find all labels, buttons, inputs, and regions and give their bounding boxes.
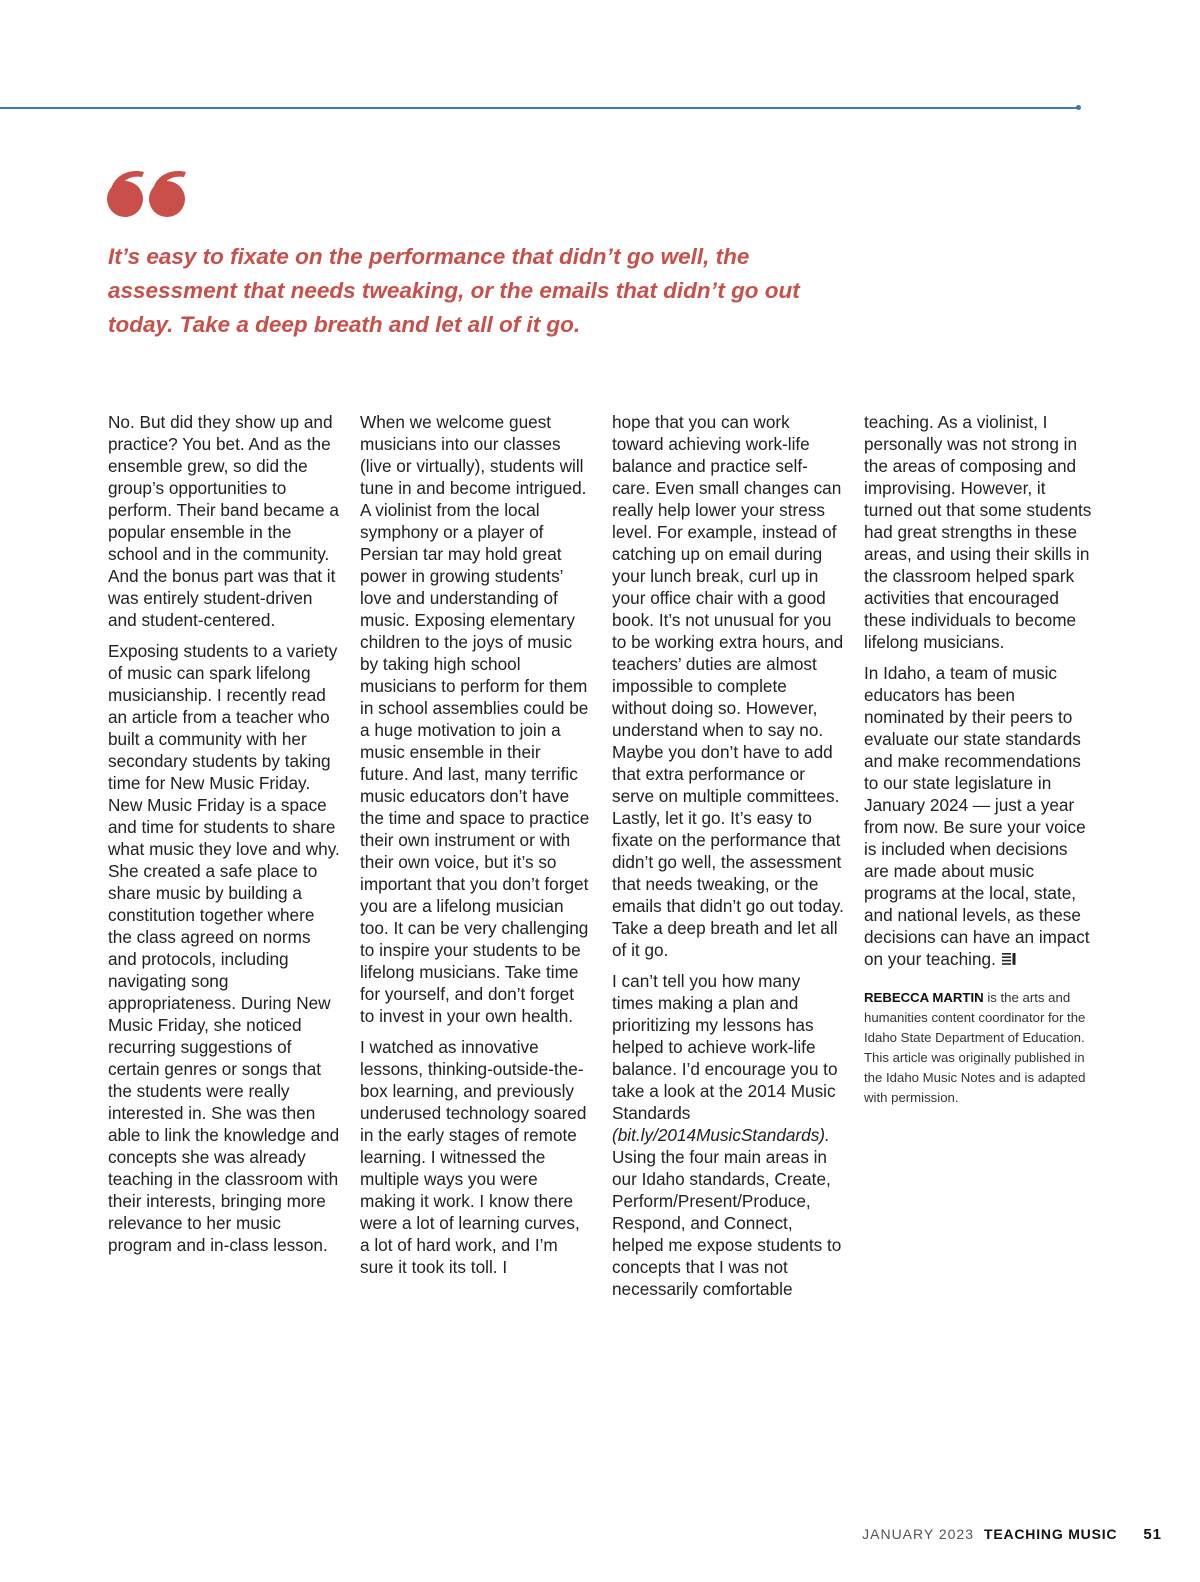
paragraph-text: In Idaho, a team of music educators has been nominated by their peers to evaluate our state standards and make recommendations to our state legislature in January 2024 — just a year from now. Be sure your voice is included when decisions are made about music programs at the local, state, and national levels, as these decisions can have an impact on your teaching. (864, 663, 1090, 969)
paragraph: I watched as innovative lessons, thinking-outside-the-box learning, and previously underused technology soared in the early stages of remote learning. I witnessed the multiple ways you were making it work. I know there were a lot of learning curves, a lot of hard work, and I’m sure it took its toll. I (360, 1037, 587, 1277)
author-name: REBECCA MARTIN (864, 990, 984, 1005)
paragraph: teaching. As a violinist, I personally was not strong in the areas of composing and improvising. However, it turned out that some students had great strengths in these areas, and using their skills in the classroom helped spark activities that encouraged these individuals to become lifelong musicians. (864, 412, 1092, 652)
issue-date: JANUARY 2023 (862, 1526, 974, 1542)
top-divider-dot (1076, 105, 1081, 110)
article-column-4 (864, 411, 1096, 1108)
pull-quote: It’s easy to fixate on the performance that didn’t go well, the assessment that needs tweaking, or the emails that didn’t go out today. Take a deep breath and let all of it go. (108, 244, 800, 337)
author-bio (864, 988, 1096, 1108)
paragraph (612, 970, 844, 1300)
paragraph-text: Using the four main areas in our Idaho standards, Create, Perform/Present/Produce, Respond, and Connect, helped me expose students to concepts that I was not necessarily comfortable (612, 1147, 842, 1299)
magazine-title: TEACHING MUSIC (984, 1526, 1118, 1542)
paragraph: hope that you can work toward achieving work-life balance and practice self-care. Even small changes can really help lower your stress level. For example, instead of catching up on email during your lunch break, curl up in your office chair with a good book. It’s not unusual for you to be working extra hours, and teachers’ duties are almost impossible to complete without doing so. However, understand when to say no. Maybe you don’t have to add that extra performance or serve on multiple committees. Lastly, let it go. It’s easy to fixate on the performance that didn’t go well, the assessment that needs tweaking, or the emails that didn’t go out today. Take a deep breath and let all of it go. (612, 412, 844, 960)
article-column-3 (612, 411, 844, 1309)
standards-link[interactable]: (bit.ly/2014MusicStandards). (612, 1125, 830, 1145)
top-divider-line (0, 107, 1078, 109)
paragraph: No. But did they show up and practice? You bet. And as the ensemble grew, so did the group’s opportunities to perform. Their band became a popular ensemble in the school and in the community. And the bonus part was that it was entirely student-driven and student-centered. (108, 412, 339, 630)
open-quote-icon (106, 168, 192, 222)
article-column-1 (108, 411, 340, 1265)
page-number: 51 (1143, 1526, 1162, 1543)
paragraph: When we welcome guest musicians into our classes (live or virtually), students will tune in and become intrigued. A violinist from the local symphony or a player of Persian tar may hold great power in growing students’ love and understanding of music. Exposing elementary children to the joys of music by taking high school musicians to perform for them in school assemblies could be a huge motivation to join a music ensemble in their future. And last, many terrific music educators don’t have the time and space to practice their own instrument or with their own voice, but it’s so important that you don’t forget you are a lifelong musician too. It can be very challenging to inspire your students to be lifelong musicians. Take time for yourself, and don’t forget to invest in your own health. (360, 412, 590, 1026)
author-bio-text: is the arts and humanities content coordinator for the Idaho State Department of Education. This article was originally published in the Idaho Music Notes and is adapted with permission. (864, 990, 1086, 1105)
end-of-article-icon (1002, 952, 1016, 966)
paragraph: Exposing students to a variety of music can spark lifelong musicianship. I recently read an article from a teacher who built a community with her secondary students by taking time for New Music Friday. New Music Friday is a space and time for students to share what music they love and why. She created a safe place to share music by building a constitution together where the class agreed on norms and protocols, including navigating song appropriateness. During New Music Friday, she noticed recurring suggestions of certain genres or songs that the students were really interested in. She was then able to link the knowledge and concepts she was already teaching in the classroom with their interests, bringing more relevance to her music program and in-class lesson. (108, 641, 340, 1255)
paragraph (864, 662, 1096, 970)
paragraph-text: I can’t tell you how many times making a plan and prioritizing my lessons has helped to achieve work-life balance. I’d encourage you to take a look at the 2014 Music Standards (612, 971, 838, 1123)
article-column-2 (360, 411, 592, 1287)
page-footer (862, 1526, 1162, 1543)
